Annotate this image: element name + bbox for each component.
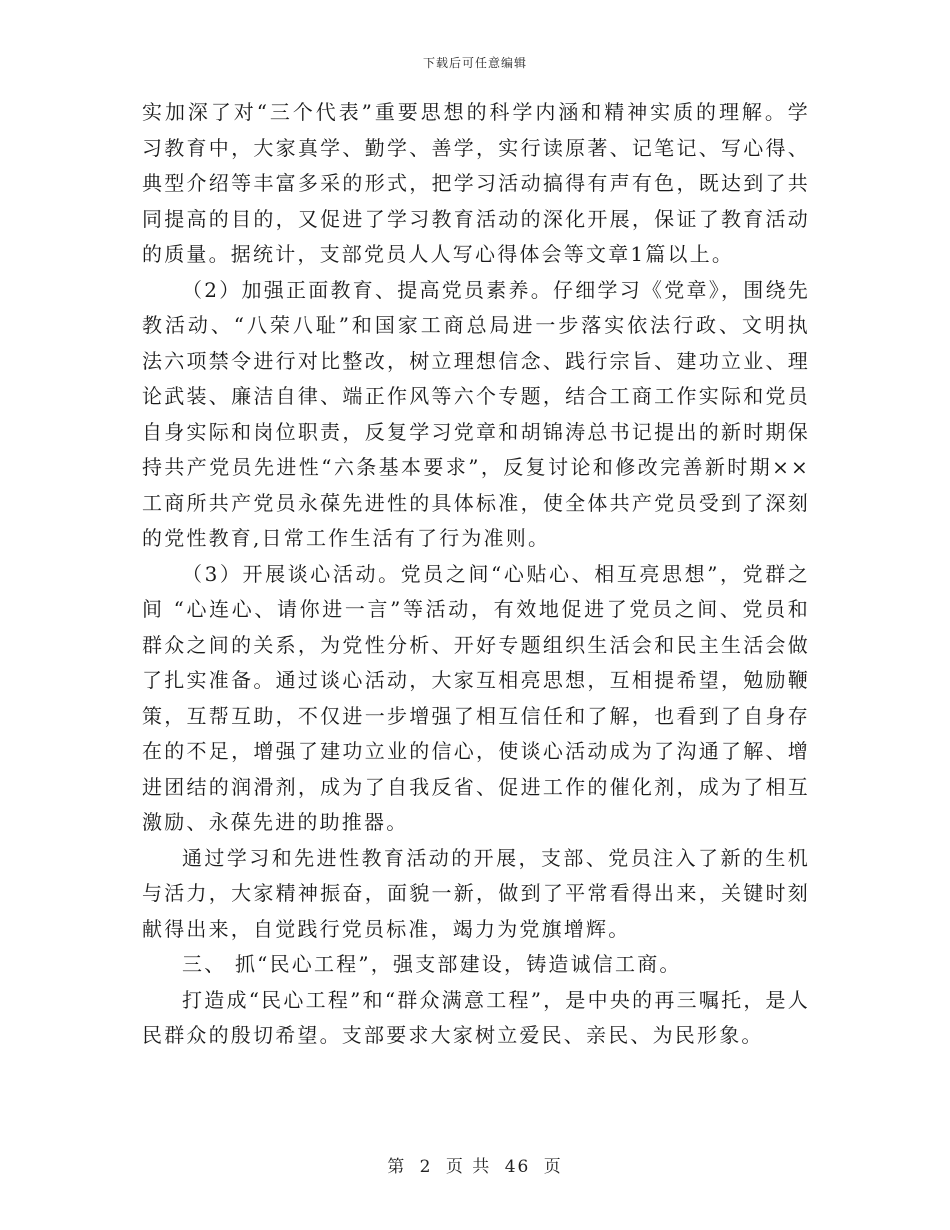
document-body: [142, 95, 810, 1054]
page-suffix: 页: [543, 1157, 563, 1177]
page-number: [0, 1152, 950, 1177]
paragraph-3: （3）开展谈心活动。党员之间“心贴心、相互亮思想”，党群之间 “心连心、请你进一言”等活动，有效地促进了党员之间、党员和群众之间的关系，为党性分析、开好专题组织生活会和民主生活会做了扎实准备。通过谈心活动，大家互相亮思想，互相提希望，勉励鞭策，互帮互助，不仅进一步增强了相互信任和了解，也看到了自身存在的不足，增强了建功立业的信心，使谈心活动成为了沟通了解、增进团结的润滑剂，成为了自我反省、促进工作的催化剂，成为了相互激励、永葆先进的助推器。: [142, 561, 810, 834]
paragraph-5: 打造成“民心工程”和“群众满意工程”，是中央的再三嘱托，是人民群众的殷切希望。支部要求大家树立爱民、亲民、为民形象。: [142, 987, 810, 1047]
paragraph-4: 通过学习和先进性教育活动的开展，支部、党员注入了新的生机与活力，大家精神振奋，面貌一新，做到了平常看得出来，关键时刻献得出来，自觉践行党员标准，竭力为党旗增辉。: [142, 845, 810, 941]
current-page: 2: [419, 1157, 433, 1177]
page-prefix: 第: [387, 1157, 407, 1177]
section-heading: 三、 抓“民心工程”，强支部建设，铸造诚信工商。: [182, 952, 682, 976]
paragraph-1: 实加深了对“三个代表”重要思想的科学内涵和精神实质的理解。学习教育中，大家真学、勤学、善学，实行读原著、记笔记、写心得、典型介绍等丰富多采的形式，把学习活动搞得有声有色，既达到了共同提高的目的，又促进了学习教育活动的深化开展，保证了教育活动的质量。据统计，支部党员人人写心得体会等文章1篇以上。: [142, 100, 810, 266]
page-middle: 页 共: [445, 1157, 492, 1177]
page-header: 下载后可任意编辑: [422, 56, 527, 70]
paragraph-2: （2）加强正面教育、提高党员素养。仔细学习《党章》，围绕先教活动、“八荣八耻”和国家工商总局进一步落实依法行政、文明执法六项禁令进行对比整改，树立理想信念、践行宗旨、建功立业、理论武装、廉洁自律、端正作风等六个专题，结合工商工作实际和党员自身实际和岗位职责，反复学习党章和胡锦涛总书记提出的新时期保持共产党员先进性“六条基本要求”，反复讨论和修改完善新时期××工商所共产党员永葆先进性的具体标准，使全体共产党员受到了深刻的党性教育,日常工作生活有了行为准则。: [142, 277, 810, 550]
total-pages: 46: [504, 1157, 531, 1177]
